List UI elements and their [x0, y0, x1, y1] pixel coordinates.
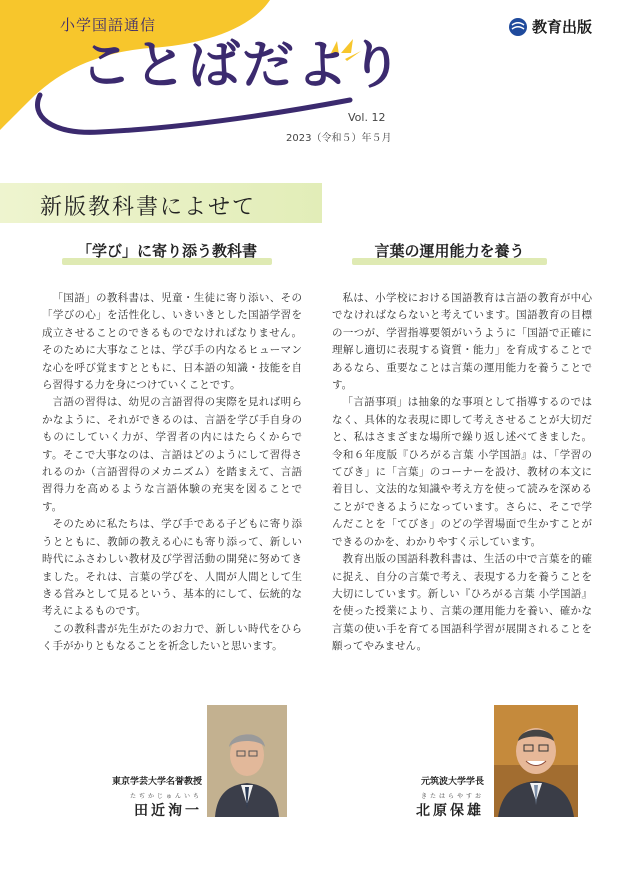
author-ruby: きたはらやすお	[420, 793, 484, 800]
series-name: 小学国語通信	[60, 16, 157, 34]
paragraph: 「国語」の教科書は、児童・生徒に寄り添い、その「学びの心」を活性化し、いきいきとした国語学習を成立させることのできるものでなければなりません。そのために大事なことは、学び手の内なるヒューマンな心を呼び覚ますとともに、日本語の知識・技能を自ら習得する力を身につけていくことです。	[42, 292, 302, 392]
paragraph: この教科書が先生がたのお力で、新しい時代をひらく手がかりともなることを祈念したいと思います。	[42, 622, 302, 653]
left-author-caption	[70, 774, 202, 820]
paragraph: そのために私たちは、学び手である子どもに寄り添うとともに、教師の教える心にも寄り添って、新しい時代にふさわしい教材及び学習活動の開発に努めてきました。それは、言葉の学びを、人間が人間として生きる営みとして見るという、基本的にして、伝統的な考えによるものです。	[42, 518, 302, 618]
section-title: 新版教科書によせて	[40, 195, 257, 220]
author-title: 元筑波大学学長	[420, 777, 484, 787]
left-author-photo	[207, 705, 287, 817]
right-column-body	[332, 290, 592, 656]
right-author-photo	[494, 705, 578, 817]
paragraph: 私は、小学校における国語教育は言語の教育が中心でなければならないと考えています。国語教育の目標の一つが、学習指導要領がいうように「国語で正確に理解し適切に表現する資質・能力」を育成することであるなら、重要なことは言葉の運用能力を養うことです。	[332, 292, 592, 392]
author-title: 東京学芸大学名誉教授	[111, 777, 202, 787]
author-ruby: たぢかじゅんいち	[129, 793, 202, 800]
paragraph: 「言語事項」は抽象的な事項として指導するのではなく、具体的な表現に即して考えさせることが大切だと、私はさまざまな場所で繰り返し述べてきました。令和６年度版『ひろがる言葉 小学国語』は、「学習のてびき」に「言葉」のコーナーを設け、教材の本文に着目し、文法的な知識や考え方を使って読みを深めることができるようになっています。さらに、そこで学んだことを「てびき」のどの学習場面で生かすことができるのかを、わかりやすく示しています。	[332, 396, 592, 548]
left-heading-text: 「学び」に寄り添う教科書	[76, 242, 257, 260]
author-name: 田近洵一	[134, 803, 202, 819]
publisher-logo	[508, 16, 592, 37]
volume-number: Vol. 12	[348, 111, 386, 124]
publisher-logo-icon	[508, 17, 528, 37]
newsletter-title: ことばだより	[80, 36, 405, 96]
paragraph: 言語の習得は、幼児の言語習得の実際を見れば明らかなように、それができるのは、言語を学び手自身のものにしていく力が、学習者の内にはたらくからです。そこで大事なのは、言語はどのようにして習得されるのか（言語習得のメカニズム）を踏まえて、言語習得力を高めるような言語体験の充実を図ることです。	[42, 396, 302, 513]
left-column-body	[42, 290, 302, 656]
right-heading-text: 言葉の運用能力を養う	[374, 242, 525, 260]
publisher-name: 教育出版	[532, 18, 593, 36]
issue-date: 2023（令和５）年５月	[286, 133, 392, 144]
right-author-caption	[402, 774, 484, 820]
author-name: 北原保雄	[416, 803, 484, 819]
paragraph: 教育出版の国語科教科書は、生活の中で言葉を的確に捉え、自分の言葉で考え、表現する力を養うことを大切にしています。新しい『ひろがる言葉 小学国語』を使った授業により、言葉の運用能力を養い、確かな言葉の使い手を育てる国語科学習が展開されることを願ってやみません。	[332, 553, 592, 653]
left-column-heading	[62, 240, 272, 261]
right-column-heading	[352, 240, 547, 261]
